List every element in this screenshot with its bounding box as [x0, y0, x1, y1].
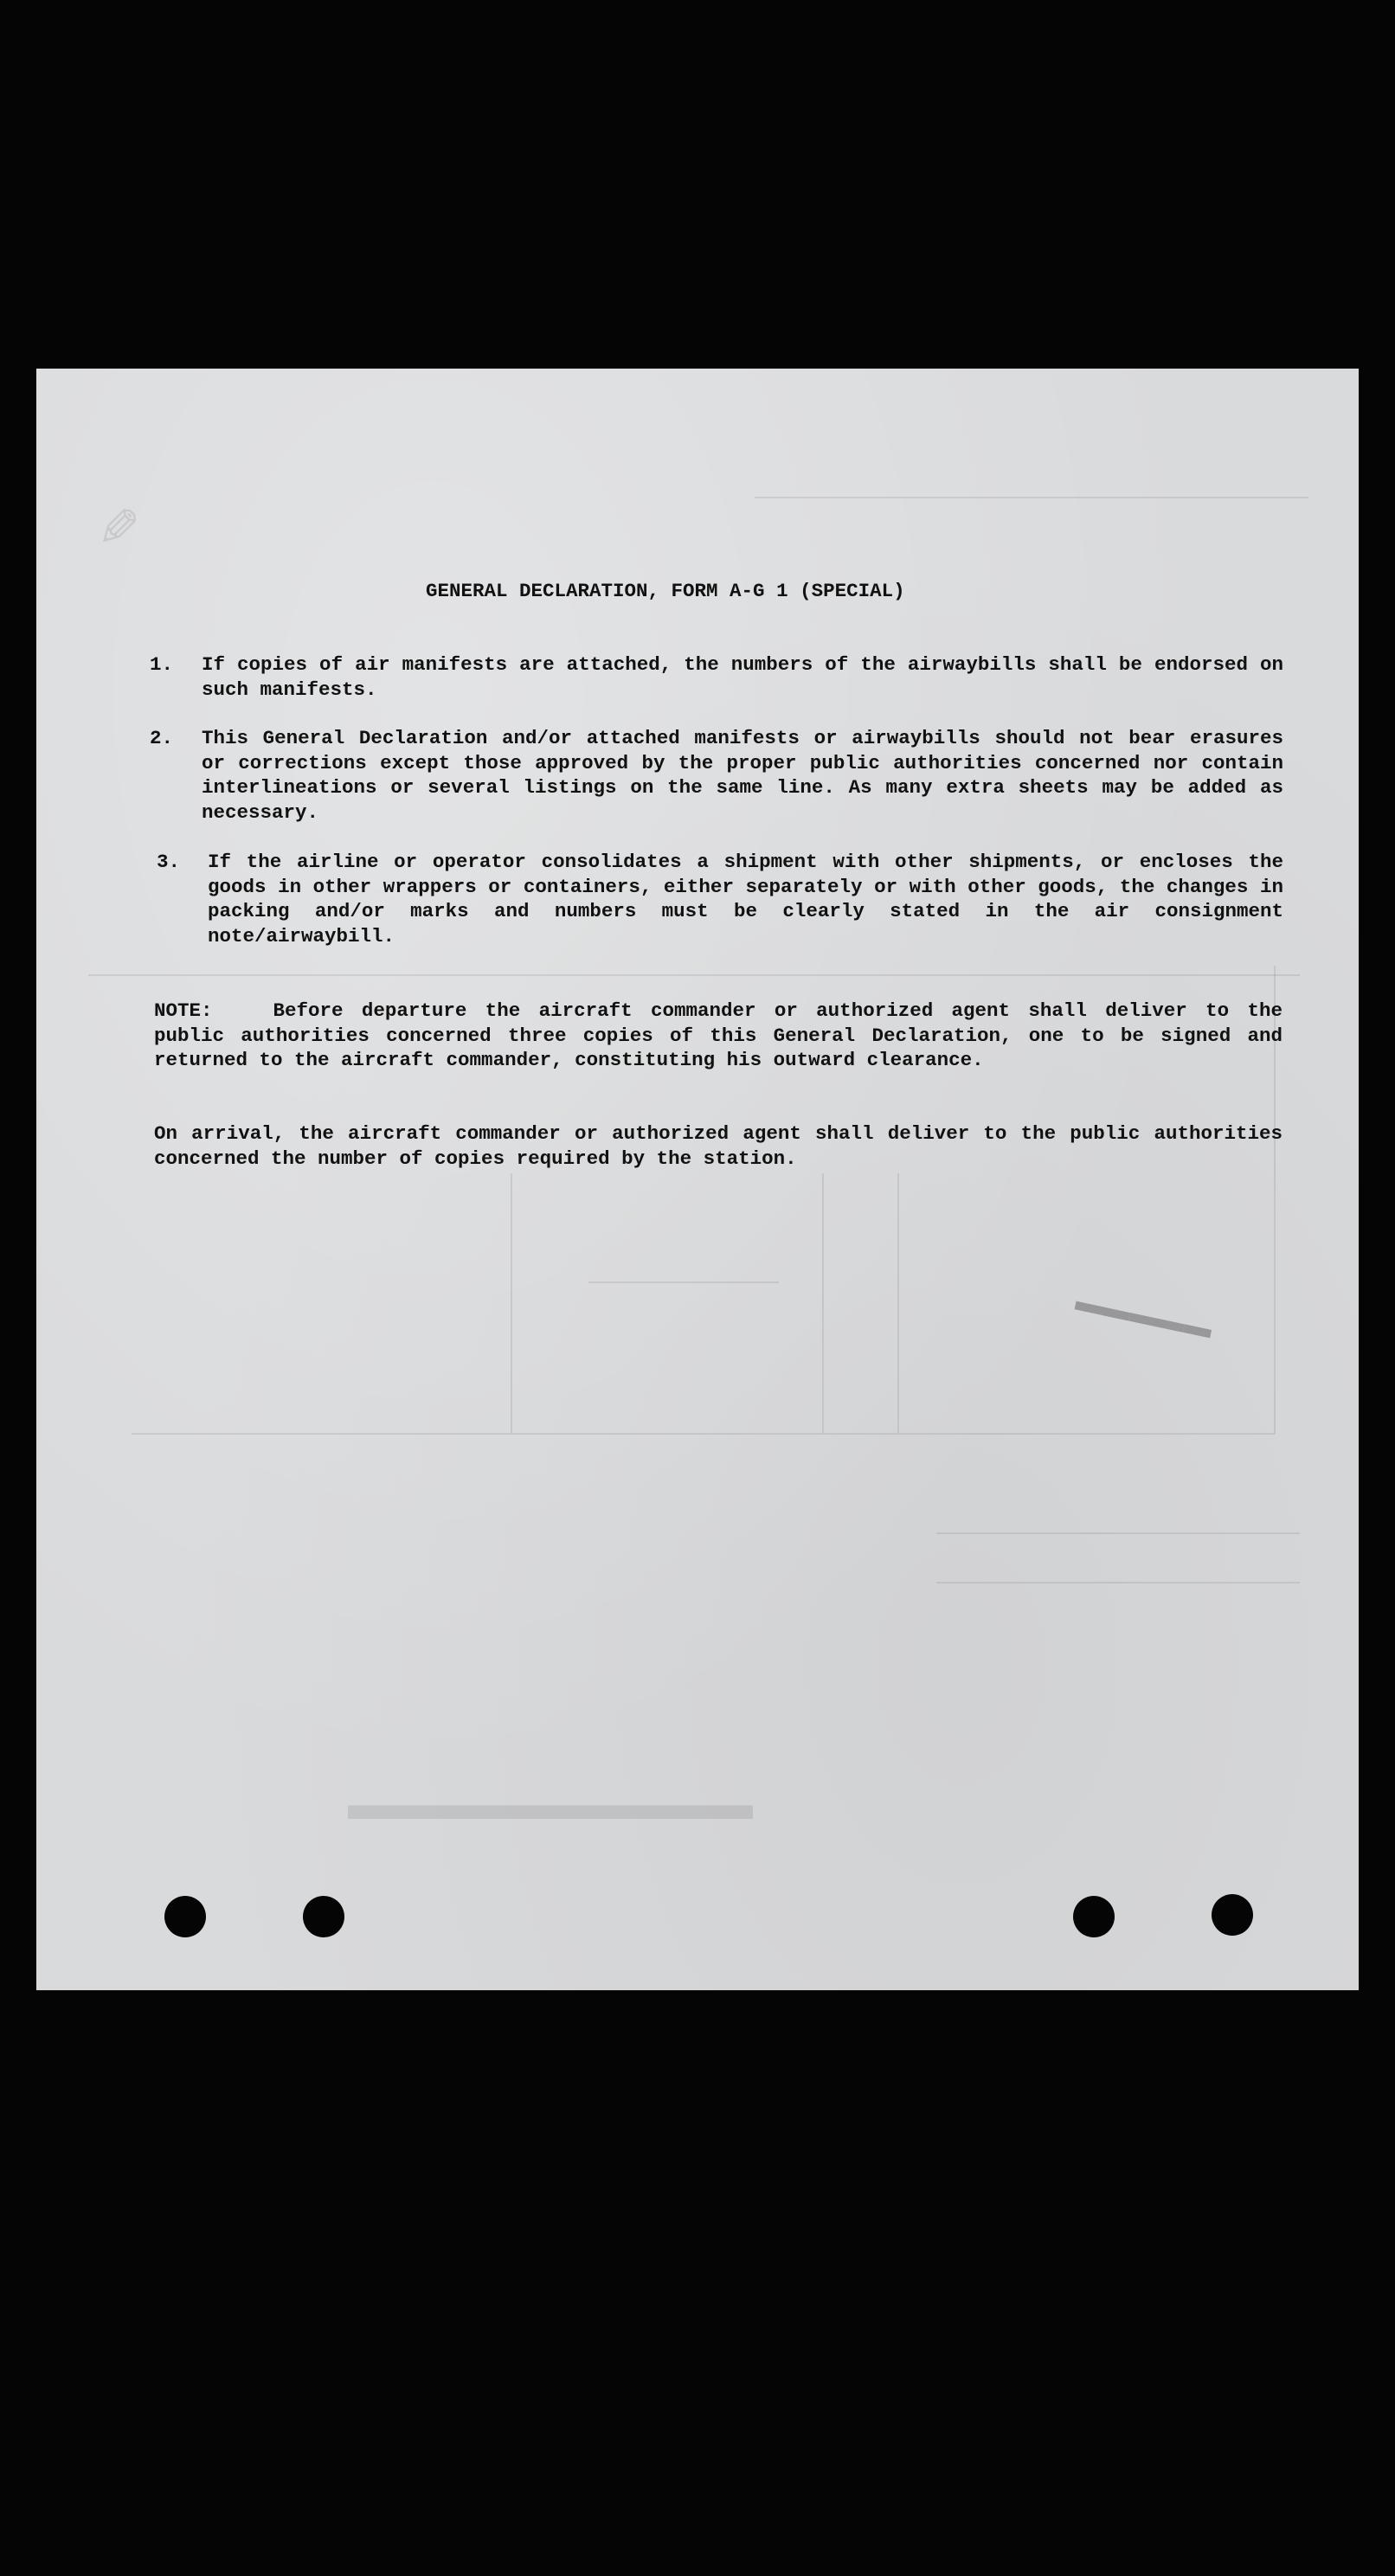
punch-hole [1212, 1894, 1253, 1936]
punch-hole [164, 1896, 206, 1937]
note-label: NOTE: [154, 999, 213, 1022]
page-title: GENERAL DECLARATION, FORM A-G 1 (SPECIAL) [426, 580, 905, 602]
arrival-paragraph: On arrival, the aircraft commander or authorized agent shall deliver to the public authorities concerned the number of copies required by the station. [154, 1122, 1282, 1170]
item-text: If the airline or operator consolidates a shipment with other shipments, or encloses the goods in other wrappers or containers, either separately or with other goods, the changes in packing and/or marks and numbers must be clearly stated in the air consignment note/airwaybill. [208, 851, 1283, 948]
ghost-stamp: ▬▬▬▬▬ [1073, 1284, 1216, 1345]
note-text: Before departure the aircraft commander or authorized agent shall deliver to the public authorities concerned three copies of this General Declaration, one to be signed and returned to the aircraft commander, constituting his outward clearance. [154, 999, 1282, 1071]
note-paragraph [154, 999, 1282, 1073]
ghost-mark: ▬▬▬▬▬▬▬▬▬ [348, 1780, 753, 1829]
item-text: If copies of air manifests are attached, the numbers of the airwaybills shall be endorsed on such manifests. [202, 653, 1283, 701]
declaration-text [36, 369, 1359, 1990]
document-page [36, 369, 1359, 1990]
item-text: This General Declaration and/or attached manifests or airwaybills should not bear erasures or corrections except those approved by the proper public authorities concerned nor contain interlineations or several listings on the same line. As many extra sheets may be added as necessary. [202, 727, 1283, 824]
item-number: 3. [157, 851, 181, 873]
punch-hole [303, 1896, 344, 1937]
ghost-mark: ✎ [97, 500, 141, 557]
item-number: 2. [150, 727, 174, 749]
item-number: 1. [150, 653, 174, 676]
punch-hole [1073, 1896, 1115, 1937]
